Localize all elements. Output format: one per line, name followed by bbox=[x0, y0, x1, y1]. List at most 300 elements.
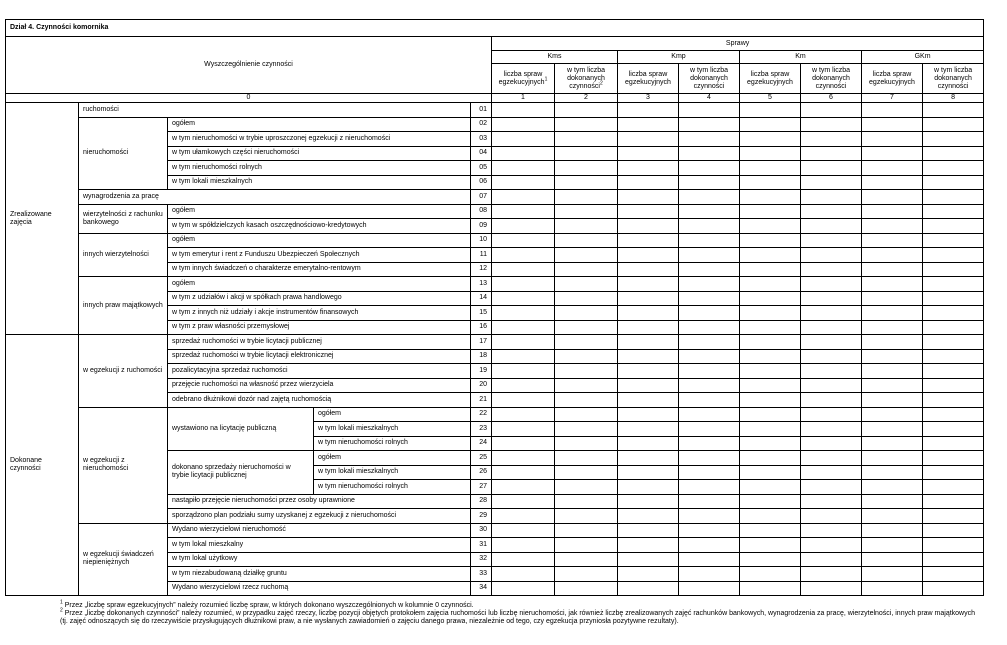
value-cell[interactable] bbox=[492, 494, 555, 509]
value-cell[interactable] bbox=[618, 161, 679, 176]
value-cell[interactable] bbox=[618, 393, 679, 408]
value-cell[interactable] bbox=[555, 349, 618, 364]
value-cell[interactable] bbox=[923, 277, 984, 292]
subcolumn-header-text: w tym liczba dokonanych czynności bbox=[566, 66, 606, 90]
value-cell[interactable] bbox=[740, 422, 801, 437]
value-cell[interactable] bbox=[555, 523, 618, 538]
value-cell[interactable] bbox=[801, 465, 862, 480]
value-cell[interactable] bbox=[801, 335, 862, 350]
value-cell[interactable] bbox=[679, 132, 740, 147]
value-cell[interactable] bbox=[618, 103, 679, 118]
footnote-ref: 1 bbox=[544, 76, 548, 83]
value-cell[interactable] bbox=[801, 422, 862, 437]
value-cell[interactable] bbox=[679, 175, 740, 190]
row-label: w tym z praw własności przemysłowej bbox=[168, 320, 471, 335]
value-cell[interactable] bbox=[740, 233, 801, 248]
value-cell[interactable] bbox=[618, 378, 679, 393]
value-cell[interactable] bbox=[679, 117, 740, 132]
value-cell[interactable] bbox=[492, 378, 555, 393]
value-cell[interactable] bbox=[923, 233, 984, 248]
value-cell[interactable] bbox=[923, 291, 984, 306]
value-cell[interactable] bbox=[801, 581, 862, 596]
value-cell[interactable] bbox=[801, 190, 862, 205]
value-cell[interactable] bbox=[679, 567, 740, 582]
value-cell[interactable] bbox=[679, 219, 740, 234]
value-cell[interactable] bbox=[740, 262, 801, 277]
value-cell[interactable] bbox=[618, 422, 679, 437]
value-cell[interactable] bbox=[555, 364, 618, 379]
value-cell[interactable] bbox=[679, 494, 740, 509]
value-cell[interactable] bbox=[862, 422, 923, 437]
value-cell[interactable] bbox=[923, 175, 984, 190]
value-cell[interactable] bbox=[862, 494, 923, 509]
value-cell[interactable] bbox=[923, 190, 984, 205]
value-cell[interactable] bbox=[801, 146, 862, 161]
column-number: 2 bbox=[555, 94, 618, 103]
value-cell[interactable] bbox=[679, 248, 740, 263]
value-cell[interactable] bbox=[740, 451, 801, 466]
value-cell[interactable] bbox=[923, 393, 984, 408]
subgroup-label: wystawiono na licytację publiczną bbox=[168, 407, 314, 451]
value-cell[interactable] bbox=[555, 320, 618, 335]
value-cell[interactable] bbox=[618, 320, 679, 335]
value-cell[interactable] bbox=[740, 277, 801, 292]
value-cell[interactable] bbox=[740, 103, 801, 118]
value-cell[interactable] bbox=[923, 349, 984, 364]
value-cell[interactable] bbox=[492, 320, 555, 335]
value-cell[interactable] bbox=[801, 393, 862, 408]
value-cell[interactable] bbox=[679, 538, 740, 553]
value-cell[interactable] bbox=[492, 190, 555, 205]
value-cell[interactable] bbox=[801, 349, 862, 364]
value-cell[interactable] bbox=[618, 494, 679, 509]
value-cell[interactable] bbox=[492, 146, 555, 161]
value-cell[interactable] bbox=[555, 103, 618, 118]
value-cell[interactable] bbox=[679, 451, 740, 466]
value-cell[interactable] bbox=[679, 509, 740, 524]
value-cell[interactable] bbox=[492, 349, 555, 364]
value-cell[interactable] bbox=[618, 451, 679, 466]
value-cell[interactable] bbox=[923, 538, 984, 553]
value-cell[interactable] bbox=[492, 117, 555, 132]
value-cell[interactable] bbox=[923, 320, 984, 335]
value-cell[interactable] bbox=[740, 407, 801, 422]
value-cell[interactable] bbox=[679, 103, 740, 118]
value-cell[interactable] bbox=[801, 436, 862, 451]
value-cell[interactable] bbox=[801, 117, 862, 132]
value-cell[interactable] bbox=[862, 407, 923, 422]
row-label: w tym lokal użytkowy bbox=[168, 552, 471, 567]
value-cell[interactable] bbox=[555, 190, 618, 205]
value-cell[interactable] bbox=[923, 567, 984, 582]
value-cell[interactable] bbox=[555, 480, 618, 495]
value-cell[interactable] bbox=[679, 378, 740, 393]
value-cell[interactable] bbox=[923, 117, 984, 132]
value-cell[interactable] bbox=[862, 538, 923, 553]
row-code: 24 bbox=[471, 436, 492, 451]
value-cell[interactable] bbox=[618, 538, 679, 553]
value-cell[interactable] bbox=[801, 494, 862, 509]
value-cell[interactable] bbox=[862, 436, 923, 451]
value-cell[interactable] bbox=[555, 306, 618, 321]
value-cell[interactable] bbox=[862, 132, 923, 147]
value-cell[interactable] bbox=[740, 190, 801, 205]
value-cell[interactable] bbox=[492, 262, 555, 277]
value-cell[interactable] bbox=[555, 538, 618, 553]
value-cell[interactable] bbox=[679, 364, 740, 379]
value-cell[interactable] bbox=[740, 291, 801, 306]
value-cell[interactable] bbox=[679, 393, 740, 408]
value-cell[interactable] bbox=[618, 291, 679, 306]
value-cell[interactable] bbox=[801, 538, 862, 553]
value-cell[interactable] bbox=[492, 219, 555, 234]
value-cell[interactable] bbox=[923, 480, 984, 495]
value-cell[interactable] bbox=[555, 378, 618, 393]
cases-header: Sprawy bbox=[492, 37, 984, 51]
row-code: 26 bbox=[471, 465, 492, 480]
value-cell[interactable] bbox=[862, 262, 923, 277]
value-cell[interactable] bbox=[555, 407, 618, 422]
value-cell[interactable] bbox=[679, 552, 740, 567]
value-cell[interactable] bbox=[618, 349, 679, 364]
value-cell[interactable] bbox=[801, 567, 862, 582]
value-cell[interactable] bbox=[923, 364, 984, 379]
value-cell[interactable] bbox=[618, 581, 679, 596]
value-cell[interactable] bbox=[923, 407, 984, 422]
value-cell[interactable] bbox=[740, 494, 801, 509]
row-label: w tym innych świadczeń o charakterze emerytalno-rentowym bbox=[168, 262, 471, 277]
value-cell[interactable] bbox=[740, 132, 801, 147]
value-cell[interactable] bbox=[862, 364, 923, 379]
value-cell[interactable] bbox=[679, 480, 740, 495]
value-cell[interactable] bbox=[923, 262, 984, 277]
value-cell[interactable] bbox=[740, 393, 801, 408]
value-cell[interactable] bbox=[555, 494, 618, 509]
value-cell[interactable] bbox=[555, 233, 618, 248]
footnote bbox=[60, 599, 980, 610]
value-cell[interactable] bbox=[740, 320, 801, 335]
value-cell[interactable] bbox=[618, 175, 679, 190]
value-cell[interactable] bbox=[618, 335, 679, 350]
value-cell[interactable] bbox=[740, 509, 801, 524]
value-cell[interactable] bbox=[555, 204, 618, 219]
value-cell[interactable] bbox=[801, 262, 862, 277]
value-cell[interactable] bbox=[618, 204, 679, 219]
value-cell[interactable] bbox=[801, 248, 862, 263]
value-cell[interactable] bbox=[740, 146, 801, 161]
value-cell[interactable] bbox=[679, 161, 740, 176]
value-cell[interactable] bbox=[862, 581, 923, 596]
value-cell[interactable] bbox=[801, 552, 862, 567]
value-cell[interactable] bbox=[618, 567, 679, 582]
value-cell[interactable] bbox=[740, 538, 801, 553]
value-cell[interactable] bbox=[492, 552, 555, 567]
value-cell[interactable] bbox=[555, 335, 618, 350]
value-cell[interactable] bbox=[679, 465, 740, 480]
subcolumn-header-text: liczba spraw egzekucyjnych bbox=[625, 70, 671, 86]
row-label: w tym nieruchomości rolnych bbox=[314, 436, 471, 451]
row-code: 18 bbox=[471, 349, 492, 364]
value-cell[interactable] bbox=[862, 146, 923, 161]
value-cell[interactable] bbox=[801, 204, 862, 219]
value-cell[interactable] bbox=[555, 277, 618, 292]
value-cell[interactable] bbox=[679, 320, 740, 335]
value-cell[interactable] bbox=[801, 291, 862, 306]
row-code: 04 bbox=[471, 146, 492, 161]
value-cell[interactable] bbox=[555, 422, 618, 437]
value-cell[interactable] bbox=[618, 233, 679, 248]
value-cell[interactable] bbox=[492, 538, 555, 553]
value-cell[interactable] bbox=[740, 364, 801, 379]
value-cell[interactable] bbox=[740, 567, 801, 582]
activities-table bbox=[5, 19, 984, 596]
value-cell[interactable] bbox=[862, 393, 923, 408]
value-cell[interactable] bbox=[679, 335, 740, 350]
value-cell[interactable] bbox=[618, 190, 679, 205]
value-cell[interactable] bbox=[492, 436, 555, 451]
value-cell[interactable] bbox=[679, 349, 740, 364]
value-cell[interactable] bbox=[618, 306, 679, 321]
value-cell[interactable] bbox=[492, 103, 555, 118]
value-cell[interactable] bbox=[555, 451, 618, 466]
value-cell[interactable] bbox=[801, 451, 862, 466]
value-cell[interactable] bbox=[492, 291, 555, 306]
value-cell[interactable] bbox=[862, 349, 923, 364]
row-label: sprzedaż ruchomości w trybie licytacji publicznej bbox=[168, 335, 471, 350]
value-cell[interactable] bbox=[679, 407, 740, 422]
value-cell[interactable] bbox=[923, 523, 984, 538]
column-number: 3 bbox=[618, 94, 679, 103]
value-cell[interactable] bbox=[555, 436, 618, 451]
value-cell[interactable] bbox=[679, 146, 740, 161]
value-cell[interactable] bbox=[618, 262, 679, 277]
value-cell[interactable] bbox=[923, 161, 984, 176]
value-cell[interactable] bbox=[740, 306, 801, 321]
value-cell[interactable] bbox=[492, 567, 555, 582]
row-code: 16 bbox=[471, 320, 492, 335]
row-label: w tym lokal mieszkalny bbox=[168, 538, 471, 553]
value-cell[interactable] bbox=[679, 581, 740, 596]
value-cell[interactable] bbox=[862, 567, 923, 582]
value-cell[interactable] bbox=[740, 349, 801, 364]
value-cell[interactable] bbox=[923, 248, 984, 263]
value-cell[interactable] bbox=[801, 277, 862, 292]
value-cell[interactable] bbox=[492, 248, 555, 263]
value-cell[interactable] bbox=[862, 306, 923, 321]
value-cell[interactable] bbox=[555, 567, 618, 582]
value-cell[interactable] bbox=[492, 509, 555, 524]
value-cell[interactable] bbox=[618, 465, 679, 480]
value-cell[interactable] bbox=[862, 161, 923, 176]
value-cell[interactable] bbox=[801, 407, 862, 422]
value-cell[interactable] bbox=[740, 161, 801, 176]
value-cell[interactable] bbox=[618, 248, 679, 263]
value-cell[interactable] bbox=[801, 161, 862, 176]
value-cell[interactable] bbox=[492, 132, 555, 147]
value-cell[interactable] bbox=[801, 219, 862, 234]
value-cell[interactable] bbox=[492, 233, 555, 248]
row-label: w tym lokali mieszkalnych bbox=[314, 465, 471, 480]
value-cell[interactable] bbox=[555, 161, 618, 176]
value-cell[interactable] bbox=[492, 306, 555, 321]
value-cell[interactable] bbox=[555, 117, 618, 132]
value-cell[interactable] bbox=[555, 581, 618, 596]
value-cell[interactable] bbox=[923, 509, 984, 524]
value-cell[interactable] bbox=[862, 277, 923, 292]
value-cell[interactable] bbox=[862, 378, 923, 393]
value-cell[interactable] bbox=[923, 132, 984, 147]
value-cell[interactable] bbox=[923, 204, 984, 219]
value-cell[interactable] bbox=[862, 480, 923, 495]
value-cell[interactable] bbox=[618, 509, 679, 524]
value-cell[interactable] bbox=[923, 494, 984, 509]
value-cell[interactable] bbox=[679, 262, 740, 277]
value-cell[interactable] bbox=[923, 335, 984, 350]
value-cell[interactable] bbox=[618, 480, 679, 495]
value-cell[interactable] bbox=[618, 436, 679, 451]
value-cell[interactable] bbox=[555, 146, 618, 161]
value-cell[interactable] bbox=[740, 219, 801, 234]
value-cell[interactable] bbox=[801, 233, 862, 248]
value-cell[interactable] bbox=[740, 378, 801, 393]
value-cell[interactable] bbox=[618, 552, 679, 567]
value-cell[interactable] bbox=[923, 581, 984, 596]
value-cell[interactable] bbox=[923, 451, 984, 466]
value-cell[interactable] bbox=[923, 146, 984, 161]
value-cell[interactable] bbox=[679, 291, 740, 306]
value-cell[interactable] bbox=[801, 306, 862, 321]
row-label: w tym z udziałów i akcji w spółkach prawa handlowego bbox=[168, 291, 471, 306]
value-cell[interactable] bbox=[862, 320, 923, 335]
value-cell[interactable] bbox=[923, 436, 984, 451]
value-cell[interactable] bbox=[801, 103, 862, 118]
value-cell[interactable] bbox=[618, 407, 679, 422]
value-cell[interactable] bbox=[801, 523, 862, 538]
value-cell[interactable] bbox=[492, 335, 555, 350]
value-cell[interactable] bbox=[862, 465, 923, 480]
value-cell[interactable] bbox=[801, 175, 862, 190]
value-cell[interactable] bbox=[555, 509, 618, 524]
value-cell[interactable] bbox=[492, 175, 555, 190]
value-cell[interactable] bbox=[555, 291, 618, 306]
value-cell[interactable] bbox=[801, 378, 862, 393]
row-code: 15 bbox=[471, 306, 492, 321]
value-cell[interactable] bbox=[555, 552, 618, 567]
value-cell[interactable] bbox=[679, 233, 740, 248]
value-cell[interactable] bbox=[492, 451, 555, 466]
value-cell[interactable] bbox=[679, 422, 740, 437]
value-cell[interactable] bbox=[492, 480, 555, 495]
value-cell[interactable] bbox=[618, 146, 679, 161]
value-cell[interactable] bbox=[492, 277, 555, 292]
value-cell[interactable] bbox=[555, 132, 618, 147]
subcolumn-header bbox=[492, 64, 555, 94]
value-cell[interactable] bbox=[618, 132, 679, 147]
value-cell[interactable] bbox=[679, 436, 740, 451]
value-cell[interactable] bbox=[923, 378, 984, 393]
value-cell[interactable] bbox=[862, 219, 923, 234]
value-cell[interactable] bbox=[618, 117, 679, 132]
value-cell[interactable] bbox=[862, 204, 923, 219]
value-cell[interactable] bbox=[679, 306, 740, 321]
value-cell[interactable] bbox=[862, 509, 923, 524]
value-cell[interactable] bbox=[618, 219, 679, 234]
value-cell[interactable] bbox=[679, 204, 740, 219]
value-cell[interactable] bbox=[492, 393, 555, 408]
value-cell[interactable] bbox=[862, 552, 923, 567]
value-cell[interactable] bbox=[555, 175, 618, 190]
value-cell[interactable] bbox=[555, 248, 618, 263]
value-cell[interactable] bbox=[740, 465, 801, 480]
value-cell[interactable] bbox=[740, 117, 801, 132]
section-label-actions: Dokonane czynności bbox=[6, 335, 79, 596]
value-cell[interactable] bbox=[923, 219, 984, 234]
value-cell[interactable] bbox=[555, 219, 618, 234]
value-cell[interactable] bbox=[679, 523, 740, 538]
value-cell[interactable] bbox=[923, 422, 984, 437]
value-cell[interactable] bbox=[740, 552, 801, 567]
value-cell[interactable] bbox=[618, 523, 679, 538]
row-label: wynagrodzenia za pracę bbox=[79, 190, 471, 205]
value-cell[interactable] bbox=[862, 248, 923, 263]
value-cell[interactable] bbox=[740, 175, 801, 190]
value-cell[interactable] bbox=[862, 175, 923, 190]
value-cell[interactable] bbox=[862, 190, 923, 205]
value-cell[interactable] bbox=[492, 581, 555, 596]
value-cell[interactable] bbox=[923, 552, 984, 567]
value-cell[interactable] bbox=[740, 335, 801, 350]
value-cell[interactable] bbox=[801, 364, 862, 379]
value-cell[interactable] bbox=[862, 233, 923, 248]
value-cell[interactable] bbox=[801, 509, 862, 524]
value-cell[interactable] bbox=[740, 523, 801, 538]
value-cell[interactable] bbox=[740, 581, 801, 596]
value-cell[interactable] bbox=[740, 480, 801, 495]
value-cell[interactable] bbox=[923, 465, 984, 480]
value-cell[interactable] bbox=[679, 277, 740, 292]
value-cell[interactable] bbox=[801, 132, 862, 147]
row-code: 19 bbox=[471, 364, 492, 379]
value-cell[interactable] bbox=[862, 103, 923, 118]
value-cell[interactable] bbox=[555, 393, 618, 408]
value-cell[interactable] bbox=[923, 103, 984, 118]
value-cell[interactable] bbox=[492, 364, 555, 379]
value-cell[interactable] bbox=[862, 451, 923, 466]
value-cell[interactable] bbox=[862, 335, 923, 350]
value-cell[interactable] bbox=[740, 248, 801, 263]
value-cell[interactable] bbox=[492, 161, 555, 176]
value-cell[interactable] bbox=[801, 480, 862, 495]
value-cell[interactable] bbox=[492, 204, 555, 219]
value-cell[interactable] bbox=[862, 117, 923, 132]
value-cell[interactable] bbox=[862, 291, 923, 306]
value-cell[interactable] bbox=[618, 277, 679, 292]
value-cell[interactable] bbox=[492, 523, 555, 538]
subcolumn-header-text: liczba spraw egzekucyjnych bbox=[498, 70, 545, 86]
value-cell[interactable] bbox=[492, 422, 555, 437]
value-cell[interactable] bbox=[618, 364, 679, 379]
value-cell[interactable] bbox=[555, 262, 618, 277]
value-cell[interactable] bbox=[740, 436, 801, 451]
value-cell[interactable] bbox=[555, 465, 618, 480]
value-cell[interactable] bbox=[862, 523, 923, 538]
value-cell[interactable] bbox=[801, 320, 862, 335]
value-cell[interactable] bbox=[492, 465, 555, 480]
value-cell[interactable] bbox=[740, 204, 801, 219]
value-cell[interactable] bbox=[492, 407, 555, 422]
value-cell[interactable] bbox=[923, 306, 984, 321]
value-cell[interactable] bbox=[679, 190, 740, 205]
